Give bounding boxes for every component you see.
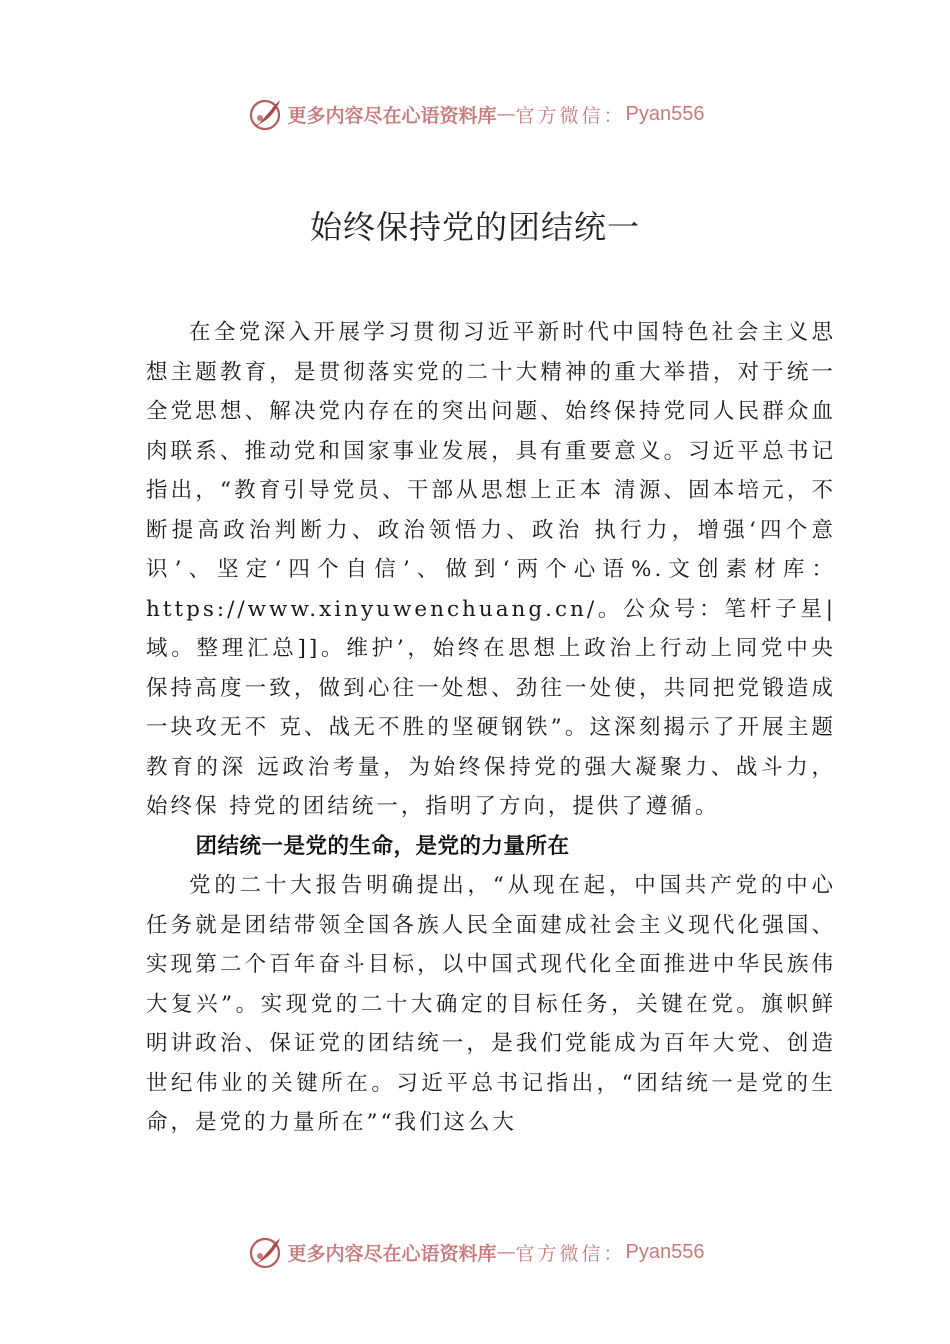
banner-wechat-id: Pyan556 <box>625 1240 705 1263</box>
banner-wechat-label: 官方微信： <box>515 1242 626 1265</box>
document-body <box>146 313 836 1143</box>
header-watermark-banner <box>0 94 950 134</box>
document-title: 始终保持党的团结统一 <box>309 208 640 246</box>
banner-separator: — <box>496 1241 516 1263</box>
section-paragraph: 党的二十大报告明确提出，“从现在起，中国共产党的中心任务就是团结带领全国各族人民全面建成社会主义现代化强国、实现第二个百年奋斗目标，以中国式现代化全面推进中华民族伟大复兴”。实现党的二十大确定的目标任务，关键在党。旗帜鲜明讲政治、保证党的团结统一，是我们党能成为百年大党、创造世纪伟业的关键所在。习近平总书记指出，“团结统一是党的生命，是党的力量所在”“我们这么大 <box>146 873 836 1135</box>
banner-separator: — <box>496 103 516 125</box>
banner-main-text: 更多内容尽在心语资料库 <box>287 104 497 127</box>
banner-main-text: 更多内容尽在心语资料库 <box>287 1242 497 1265</box>
quill-logo-icon <box>246 94 286 134</box>
quill-logo-icon <box>246 1232 286 1272</box>
banner-wechat-id: Pyan556 <box>625 102 705 125</box>
intro-paragraph: 在全党深入开展学习贯彻习近平新时代中国特色社会主义思想主题教育，是贯彻落实党的二十大精神的重大举措，对于统一全党思想、解决党内存在的突出问题、始终保持党同人民群众血肉联系、推动党和国家事业发展，具有重要意义。习近平总书记指出，“教育引导党员、干部从思想上正本 清源、固本培元，不断提高政治判断力、政治领悟力、政治 执行力，增强‘四个意识’、坚定‘四个自信’、做到‘两个心语%.文创素材库：https://www.xinyuwenchuang.cn/。公众号：笔杆子星|域。整理汇总]]。维护’，始终在思想上政治上行动上同党中央保持高度一致，做到心往一处想、劲往一处使，共同把党锻造成一块攻无不 克、战无不胜的坚硬钢铁”。这深刻揭示了开展主题教育的深 远政治考量，为始终保持党的强大凝聚力、战斗力，始终保 持党的团结统一，指明了方向，提供了遵循。 <box>146 320 836 819</box>
section-heading: 团结统一是党的生命，是党的力量所在 <box>195 833 570 859</box>
banner-wechat-label: 官方微信： <box>515 104 626 127</box>
footer-watermark-banner <box>0 1232 950 1272</box>
